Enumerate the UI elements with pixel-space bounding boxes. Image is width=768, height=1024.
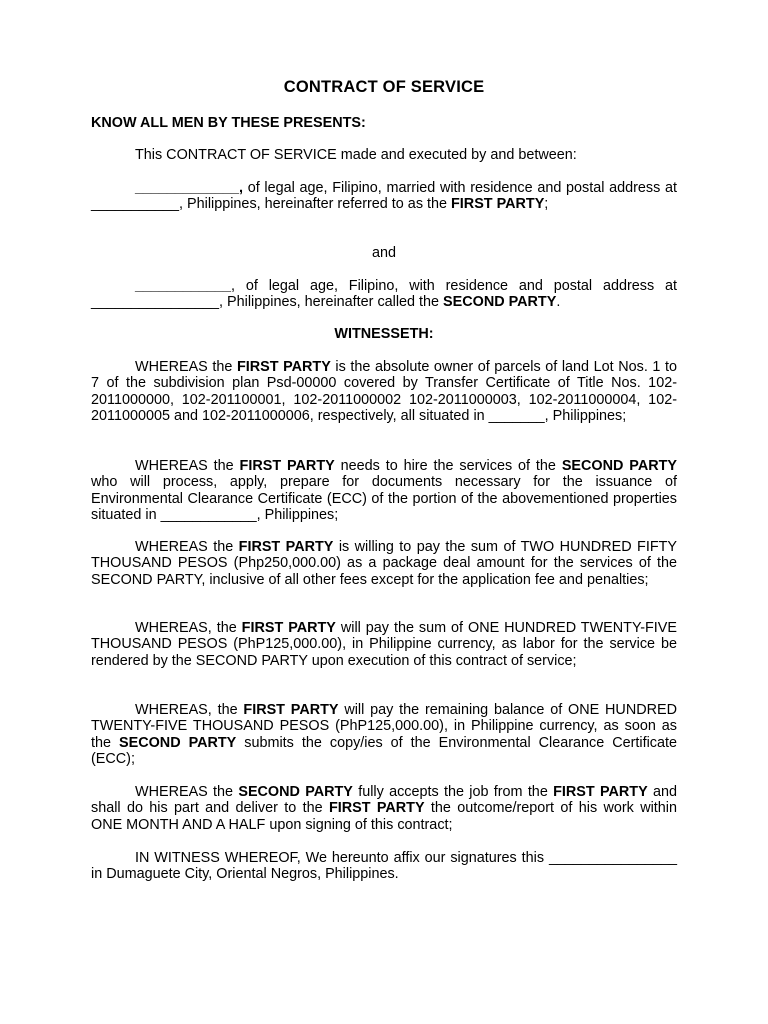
- text-run: fully accepts the job from the: [352, 784, 554, 800]
- text-run: , of legal age, Filipino, with residence and postal address at ________________, Philippines, hereinafter called the: [91, 278, 677, 311]
- text-run: WHEREAS the: [135, 784, 239, 800]
- text-run: WHEREAS the: [135, 539, 239, 555]
- text-run: WHEREAS, the: [135, 702, 244, 718]
- text-run: and shall do his part and deliver to the: [91, 784, 677, 817]
- text-run: will pay the remaining balance of ONE HUNDRED TWENTY-FIVE THOUSAND PESOS (PhP125,000.00), in Philippine currency, as soon as the: [91, 702, 677, 751]
- text-run: is the absolute owner of parcels of land Lot Nos. 1 to 7 of the subdivision plan Psd-00000 covered by Transfer Certificate of Title Nos. 102-2011000000, 102-201100001, 102-2011000002 102-2011000003, 102-2011000004, 102-2011000005 and 102-2011000006, respectively, all situated in _______, Philippines;: [91, 359, 677, 424]
- second-party-term: SECOND PARTY: [238, 784, 353, 800]
- first-party-term: FIRST PARTY: [241, 620, 336, 636]
- text-run: will pay the sum of ONE HUNDRED TWENTY-FIVE THOUSAND PESOS (PhP125,000.00), in Philippine currency, as labor for the service be rendered by the SECOND PARTY upon execution of this contract of service;: [91, 620, 677, 669]
- witness-clause: IN WITNESS WHEREOF, We hereunto affix our signatures this ________________ in Dumaguete City, Oriental Negros, Philippines.: [91, 850, 677, 883]
- document-title: CONTRACT OF SERVICE: [283, 78, 485, 96]
- text-run: of legal age, Filipino, married with residence and postal address at ___________, Philippines, hereinafter referred to as the: [91, 180, 677, 213]
- first-party-name-blank: _____________,: [135, 180, 244, 196]
- whereas-clause-1: [91, 359, 677, 424]
- witnesseth-heading: WITNESSETH:: [334, 326, 434, 342]
- first-party-term: FIRST PARTY: [243, 702, 339, 718]
- text-run: who will process, apply, prepare for documents necessary for the issuance of Environmental Clearance Certificate (ECC) of the portion of the abovementioned properties situated in ____________, Philippines;: [91, 474, 677, 523]
- first-party-term: FIRST PARTY: [451, 196, 545, 213]
- first-party-paragraph: [91, 180, 677, 213]
- text-run: needs to hire the services of the: [334, 458, 562, 474]
- whereas-clause-3: [91, 539, 677, 588]
- text-run: is willing to pay the sum of TWO HUNDRED FIFTY THOUSAND PESOS (Php250,000.00) as a package deal amount for the services of the SECOND PARTY, inclusive of all other fees except for the application fee and penalties;: [91, 539, 677, 588]
- text-run: WHEREAS the: [135, 458, 240, 474]
- second-party-paragraph: [91, 278, 677, 311]
- whereas-clause-4: [91, 620, 677, 669]
- text-run: the outcome/report of his work within ONE MONTH AND A HALF upon signing of this contract;: [91, 800, 677, 833]
- second-party-term: SECOND PARTY: [443, 294, 557, 311]
- text-run: WHEREAS, the: [135, 620, 242, 636]
- second-party-term: SECOND PARTY: [561, 458, 677, 474]
- document-heading: KNOW ALL MEN BY THESE PRESENTS:: [91, 115, 366, 131]
- intro-paragraph: This CONTRACT OF SERVICE made and executed by and between:: [135, 147, 577, 163]
- whereas-clause-6: [91, 784, 677, 833]
- first-party-term: FIRST PARTY: [239, 458, 335, 474]
- first-party-term: FIRST PARTY: [236, 359, 331, 375]
- whereas-clause-2: [91, 458, 677, 523]
- whereas-clause-5: [91, 702, 677, 767]
- text-run: .: [556, 294, 561, 311]
- first-party-term: FIRST PARTY: [238, 539, 334, 555]
- and-conjunction: and: [371, 245, 396, 261]
- first-party-term: FIRST PARTY: [553, 784, 648, 800]
- text-run: ;: [544, 196, 549, 213]
- second-party-term: SECOND PARTY: [119, 734, 237, 751]
- second-party-name-blank: ____________: [135, 278, 232, 294]
- first-party-term: FIRST PARTY: [328, 800, 425, 817]
- text-run: WHEREAS the: [135, 359, 237, 375]
- text-run: submits the copy/ies of the Environmental Clearance Certificate (ECC);: [91, 734, 677, 767]
